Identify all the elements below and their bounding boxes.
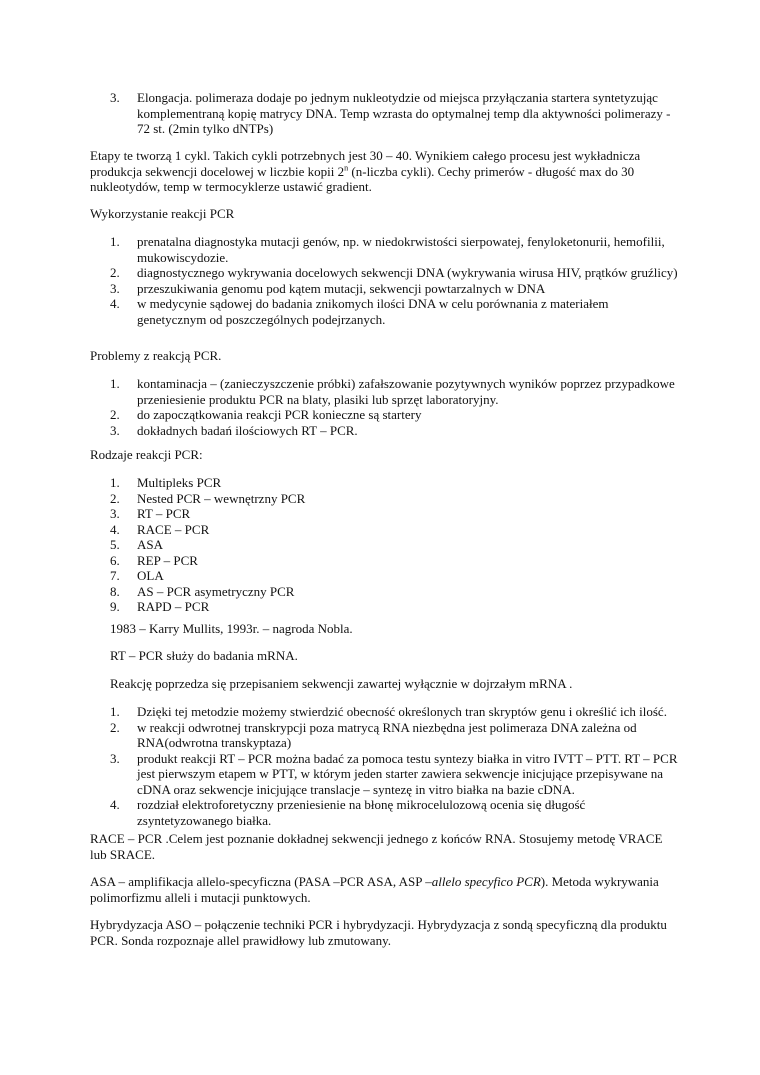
list-text: produkt reakcji RT – PCR można badać za pomoca testu syntezy białka in vitro IVTT – PTT. RT – PCR jest pierwszym etapem w PTT, w którym jeden starter zawiera sekwencje inicjujące przepisywane na cDNA oraz sekwencje inicjujące translacje – syntezę in vitro białka na bazie cDNA. (137, 750, 678, 797)
list-number: 3. (110, 422, 120, 438)
list-item (90, 522, 680, 538)
list-text: do zapoczątkowania reakcji PCR konieczne są startery (137, 407, 422, 422)
cycle-text-part1: Etapy te tworzą 1 cykl. Takich cykli potrzebnych jest 30 – 40. Wynikiem całego procesu jest wykładnicza produkcja sekwencji docelowej w liczbie kopii 2 (90, 148, 641, 179)
elongation-list (90, 90, 680, 137)
list-item (90, 599, 680, 615)
list-text: ASA (137, 537, 164, 552)
list-number: 3. (110, 280, 120, 296)
rt-intro-line: RT – PCR służy do badania mRNA. (110, 648, 298, 663)
list-number: 3. (110, 750, 120, 766)
list-text: przeszukiwania genomu pod kątem mutacji, sekwencji powtarzalnych w DNA (137, 280, 546, 296)
list-number: 3. (110, 90, 120, 105)
race-paragraph: RACE – PCR .Celem jest poznanie dokładnej sekwencji jednego z końców RNA. Stosujemy metodę VRACE lub SRACE. (90, 831, 663, 862)
problems-list (90, 376, 680, 438)
list-number: 4. (110, 797, 120, 812)
list-item (90, 797, 680, 828)
list-item (90, 506, 680, 522)
list-text: w medycynie sądowej do badania znikomych ilości DNA w celu porównania z materiałem genetycznym od poszczególnych podejrzanych. (137, 296, 609, 327)
list-number: 7. (110, 568, 120, 583)
list-text: AS – PCR asymetryczny PCR (137, 583, 295, 599)
aso-paragraph: Hybrydyzacja ASO – połączenie techniki PCR i hybrydyzacji. Hybrydyzacja z sondą specyficzną dla produktu PCR. Sonda rozpoznaje allel prawidłowy lub zmutowany. (90, 917, 667, 948)
list-text: OLA (137, 568, 164, 583)
types-heading: Rodzaje reakcji PCR: (90, 447, 203, 462)
list-number: 8. (110, 583, 120, 599)
list-text: diagnostycznego wykrywania docelowych sekwencji DNA (wykrywania wirusa HIV, prątków gruźlicy) (137, 265, 678, 280)
list-item (90, 407, 680, 423)
list-item (90, 491, 680, 507)
list-item (90, 584, 680, 600)
asa-paragraph (90, 874, 680, 905)
list-text: kontaminacja – (zanieczyszczenie próbki) zafałszowanie pozytywnych wyników poprzez przypadkowe przeniesienie produktu PCR na blaty, plasiki lub sprzęt laboratoryjny. (137, 376, 675, 407)
list-number: 1. (110, 704, 120, 719)
list-number: 2. (110, 265, 120, 280)
list-text: dokładnych badań ilościowych RT – PCR. (137, 422, 358, 438)
elongation-block (90, 90, 680, 137)
list-number: 2. (110, 407, 120, 422)
list-number: 4. (110, 521, 120, 537)
list-item (90, 720, 680, 751)
list-item (90, 475, 680, 491)
nobel-line: 1983 – Karry Mullits, 1993r. – nagroda Nobla. (110, 621, 353, 636)
list-text: RAPD – PCR (137, 599, 210, 614)
list-item (90, 704, 680, 720)
list-number: 3. (110, 506, 120, 521)
list-item (90, 553, 680, 569)
list-number: 1. (110, 234, 120, 249)
rt-items-list (90, 704, 680, 828)
list-item (90, 568, 680, 584)
list-text: prenatalna diagnostyka mutacji genów, np. w niedokrwistości sierpowatej, fenyloketonurii, hemofilii, mukowiscydozie. (137, 234, 665, 265)
usage-list (90, 234, 680, 327)
list-text: REP – PCR (137, 552, 198, 568)
list-text: RACE – PCR (137, 521, 210, 537)
list-text: rozdział elektroforetyczny przeniesienie na błonę mikrocelulozową ocenia się długość zsyntetyzowanego białka. (137, 797, 586, 828)
list-text: Dzięki tej metodzie możemy stwierdzić obecność określonych tran skryptów genu i określić ich ilość. (137, 704, 667, 719)
list-text: Nested PCR – wewnętrzny PCR (137, 490, 306, 506)
list-item (90, 296, 680, 327)
cycle-paragraph (90, 148, 680, 195)
problems-heading: Problemy z reakcją PCR. (90, 348, 222, 363)
list-item (90, 281, 680, 297)
cycle-exponent: n (344, 163, 349, 173)
list-number: 9. (110, 599, 120, 614)
list-text: RT – PCR (137, 506, 191, 521)
list-item (90, 90, 680, 137)
list-number: 1. (110, 376, 120, 391)
list-item (90, 423, 680, 439)
asa-text-part1: ASA – amplifikacja allelo-specyficzna (PASA –PCR ASA, ASP – (90, 874, 432, 889)
list-number: 1. (110, 475, 120, 490)
list-number: 2. (110, 719, 120, 735)
list-text: Elongacja. polimeraza dodaje po jednym nukleotydzie od miejsca przyłączania startera syntetyzując komplementraną kopię matrycy DNA. Temp wzrasta do optymalnej temp dla aktywności polimerazy - 72 st. (2min tylko dNTPs) (137, 90, 671, 136)
list-item (90, 376, 680, 407)
list-number: 6. (110, 552, 120, 568)
types-list (90, 475, 680, 615)
list-item (90, 751, 680, 798)
usage-heading: Wykorzystanie reakcji PCR (90, 206, 235, 221)
list-text: w reakcji odwrotnej transkrypcji poza matrycą RNA niezbędna jest polimeraza DNA zależna od RNA(odwrotna transkyptaza) (137, 719, 637, 750)
list-number: 2. (110, 490, 120, 506)
rt-reaction-line: Reakcję poprzedza się przepisaniem sekwencji zawartej wyłącznie w dojrzałym mRNA . (110, 676, 573, 691)
list-number: 4. (110, 296, 120, 311)
list-number: 5. (110, 537, 120, 552)
list-item (90, 234, 680, 265)
list-item (90, 265, 680, 281)
cycle-text-part2: (n-liczba cykli). Cechy primerów - długość max do 30 nukleotydów, temp w termocyklerze ustawić gradient. (90, 163, 635, 194)
asa-italic: allelo specyfico PCR (431, 874, 541, 889)
list-text: Multipleks PCR (137, 475, 222, 490)
list-item (90, 537, 680, 553)
asa-text-part2: ). Metoda wykrywania polimorfizmu alleli i mutacji punktowych. (90, 874, 659, 905)
